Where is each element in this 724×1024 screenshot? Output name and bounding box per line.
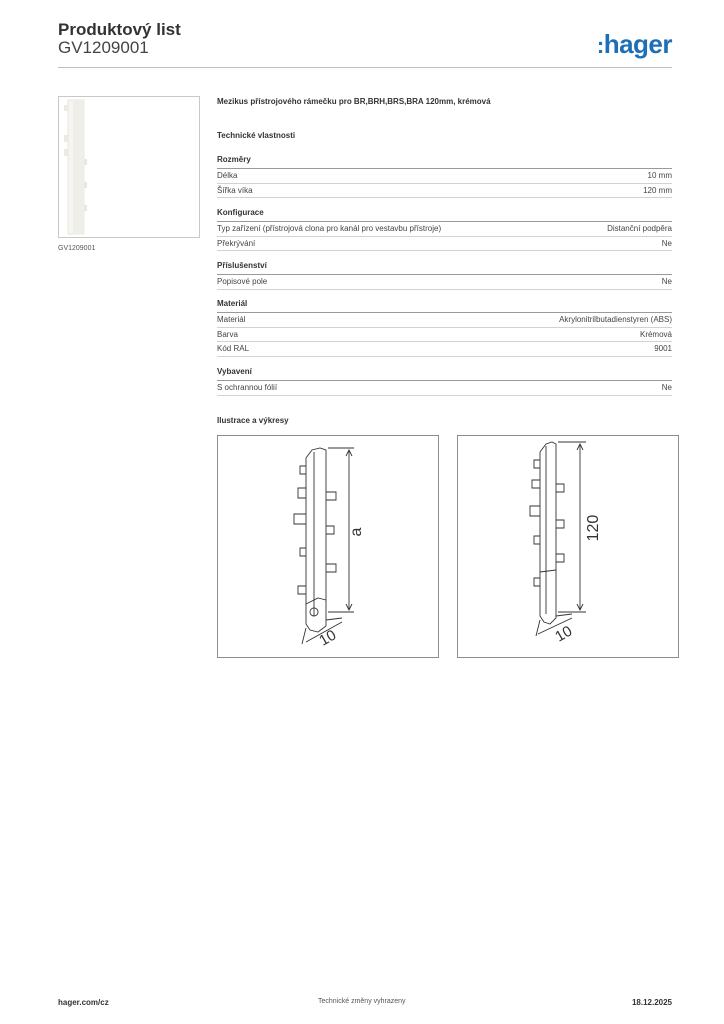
header-divider bbox=[58, 67, 672, 68]
dimension-width-label: 10 bbox=[552, 622, 576, 646]
spec-value: 10 mm bbox=[647, 171, 672, 181]
technical-drawing-2 bbox=[457, 435, 679, 658]
spec-value: Ne bbox=[661, 277, 672, 287]
product-code: GV1209001 bbox=[58, 38, 149, 57]
spec-label: Překrývání bbox=[217, 238, 256, 248]
logo-mark: : bbox=[596, 33, 604, 58]
spec-row bbox=[217, 222, 672, 237]
footer-disclaimer: Technické změny vyhrazeny bbox=[318, 998, 406, 1005]
spec-row bbox=[217, 275, 672, 290]
spec-value: Ne bbox=[661, 383, 672, 393]
spec-row bbox=[217, 313, 672, 328]
section-configuration bbox=[217, 208, 672, 251]
spec-row bbox=[217, 381, 672, 396]
spec-label: Typ zařízení (přístrojová clona pro kanál pro vestavbu přístroje) bbox=[217, 224, 442, 234]
dimension-length-label: a bbox=[348, 527, 365, 537]
section-heading: Vybavení bbox=[217, 367, 672, 381]
section-heading: Rozměry bbox=[217, 155, 672, 169]
spec-value: Ne bbox=[661, 238, 672, 248]
footer-website: hager.com/cz bbox=[58, 998, 109, 1007]
spec-value: Krémová bbox=[639, 329, 672, 339]
spec-value: Distanční podpěra bbox=[607, 224, 672, 234]
spec-label: Kód RAL bbox=[217, 344, 250, 354]
spec-label: Materiál bbox=[217, 315, 246, 325]
dimension-length-label: 120 bbox=[585, 514, 602, 542]
section-material bbox=[217, 299, 672, 357]
spec-value: Akrylonitrilbutadienstyren (ABS) bbox=[559, 315, 672, 325]
section-heading: Konfigurace bbox=[217, 208, 672, 222]
spec-row bbox=[217, 237, 672, 252]
product-image bbox=[59, 97, 199, 237]
section-equipment bbox=[217, 367, 672, 396]
spec-value: 120 mm bbox=[643, 185, 672, 195]
spec-value: 9001 bbox=[654, 344, 672, 354]
illustrations-heading: Ilustrace a výkresy bbox=[217, 416, 289, 425]
spec-row bbox=[217, 328, 672, 343]
product-thumbnail bbox=[58, 96, 200, 238]
dimension-width-label: 10 bbox=[316, 626, 340, 650]
spec-row bbox=[217, 342, 672, 357]
spec-label: Popisové pole bbox=[217, 277, 268, 287]
spec-label: Barva bbox=[217, 329, 238, 339]
section-heading: Materiál bbox=[217, 299, 672, 313]
section-heading: Příslušenství bbox=[217, 261, 672, 275]
spec-label: S ochrannou fólií bbox=[217, 383, 278, 393]
section-dimensions bbox=[217, 155, 672, 198]
page-title: Produktový list bbox=[58, 20, 181, 39]
thumbnail-caption: GV1209001 bbox=[58, 245, 96, 252]
hager-logo bbox=[597, 29, 672, 60]
section-accessories bbox=[217, 261, 672, 290]
spec-row bbox=[217, 169, 672, 184]
drawing-figure bbox=[458, 436, 678, 657]
spec-label: Délka bbox=[217, 171, 238, 181]
spec-row bbox=[217, 184, 672, 199]
product-description: Mezikus přístrojového rámečku pro BR,BRH,BRS,BRA 120mm, krémová bbox=[217, 97, 491, 106]
technical-properties-heading: Technické vlastnosti bbox=[217, 131, 296, 140]
logo-text: hager bbox=[603, 29, 672, 59]
technical-drawing-1 bbox=[217, 435, 439, 658]
footer-date: 18.12.2025 bbox=[631, 998, 672, 1007]
drawing-figure bbox=[218, 436, 438, 657]
spec-label: Šířka víka bbox=[217, 185, 253, 195]
